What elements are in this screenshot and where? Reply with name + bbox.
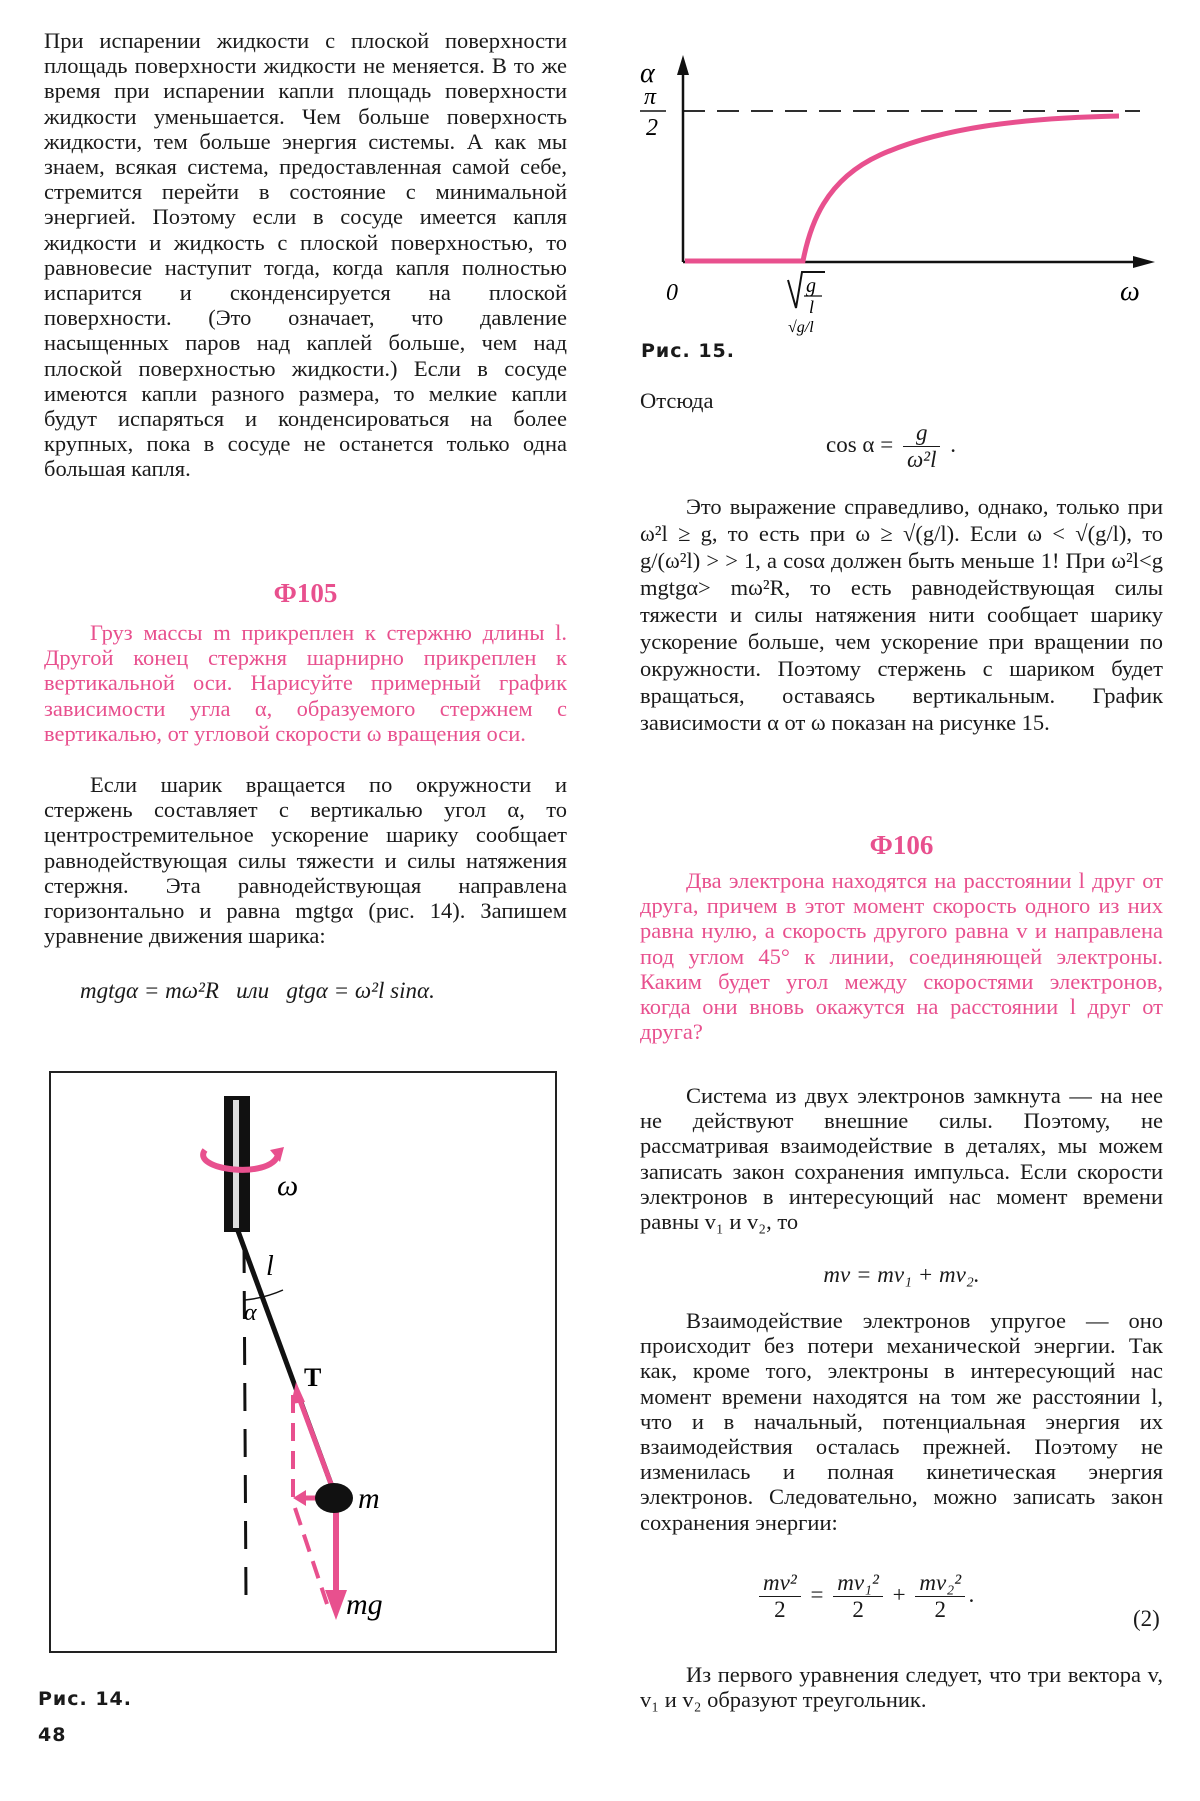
svg-text:g: g [806, 275, 816, 297]
cos-denominator: ω²l [906, 447, 937, 472]
figure-15-graph [600, 40, 1180, 340]
figure-14-caption: Рис. 14. [38, 1688, 132, 1710]
hence-label: Отсюда [640, 388, 714, 413]
label-tension: T [304, 1363, 322, 1392]
momentum-paragraph: Система из двух электронов замкнута — на нее не действуют внешние силы. Поэтому, не рассматривая взаимодействие в деталях, мы можем записать закон сохранения импульса. Если скорости электронов в интересующий нас момент времени равны v₁ и v₂, то [640, 1083, 1163, 1235]
motion-equation: mgtgα = mω²R или gtgα = ω²l sinα. [80, 978, 435, 1003]
final-paragraph: Из первого уравнения следует, что три вектора v, v₁ и v₂ образуют треугольник. [640, 1662, 1163, 1713]
condition-paragraph: Это выражение справедливо, однако, только при ω²l ≥ g, то есть при ω ≥ √(g/l). Если ω < √(g/l), то g/(ω²l) > > 1, а cosα должен быть меньше 1! При ω²l<g mgtgα> mω²R, то есть равнодействующая силы тяжести и силы натяжения нити сообщает шарику ускорение больше, чем ускорение при вращении по окружности. Поэтому стержень с шариком будет вращаться, оставаясь вертикальным. График зависимости α от ω показан на рисунке 15. [640, 494, 1163, 735]
label-gravity: mg [346, 1588, 383, 1621]
tension-arrow [298, 1395, 334, 1492]
problem-number-f105: Ф105 [273, 578, 338, 608]
solution-paragraph-f105: Если шарик вращается по окружности и стержень составляет с вертикалью угол α, то центростремительное ускорение шарику сообщает равнодействующая силы тяжести и силы натяжения стержня. Эта равнодействующая направлена горизонтально и равна mgtgα (рис. 14). Запишем уравнение движения шарика: [44, 772, 567, 949]
origin-label: 0 [666, 280, 678, 306]
y-mark-num: π [644, 84, 657, 110]
x-axis-label: ω [1120, 276, 1140, 307]
figure-15-caption: Рис. 15. [641, 340, 735, 362]
problem-number-f106: Ф106 [869, 830, 934, 860]
x-mark-label: √g/l [788, 319, 814, 336]
vertical-dashed-line [244, 1245, 246, 1600]
cos-formula: cos α = $\frac{g}{\text{ω²l}}$ . [826, 420, 956, 472]
ball [315, 1483, 353, 1513]
cos-fraction [903, 420, 941, 473]
energy-equation: $\frac{\text{mv²}}{2}$ = $\frac{\text{mv₁²}}{2}$ + $\frac{\text{mv₂²}}{2}$ . [755, 1570, 975, 1623]
equation-number: (2) [1133, 1606, 1160, 1631]
label-angle: α [244, 1300, 257, 1326]
problem-text-f105: Груз массы m прикреплен к стержню длины l. Другой конец стержня шарнирно прикреплен к вертикальной оси. Нарисуйте примерный график зависимости угла α, образуемого стержнем с вертикалью, от угловой скорости ω вращения оси. [44, 620, 567, 746]
label-length: l [266, 1251, 274, 1282]
term-2: $\frac{\text{mv₁²}}{2}$ [833, 1570, 883, 1623]
figure-14-pendulum [0, 0, 600, 1700]
y-mark-den: 2 [646, 115, 658, 141]
label-mass: m [358, 1482, 380, 1515]
problem-text-f106: Два электрона находятся на расстоянии l друг от друга, причем в этот момент скорость одного из них равна нулю, а скорость другого равна v и направлена под углом 45° к линии, соединяющей электроны. Каким будет угол между скоростями электронов, когда они вновь окажутся на расстоянии l друг от друга? [640, 868, 1163, 1045]
label-omega: ω [277, 1169, 299, 1202]
intro-paragraph: При испарении жидкости с плоской поверхности площадь поверхности жидкости не меняется. В то же время при испарении капли площадь поверхности жидкости уменьшается. Чем больше поверхность жидкости, тем больше энергия системы. А как мы знаем, всякая система, предоставленная самой себе, стремится перейти в состояние с минимальной энергией. Поэтому если в сосуде имеется капля жидкости и жидкость с плоской поверхностью, то равновесие наступит тогда, когда капля полностью испарится и сконденсируется на плоской поверхности. (Это означает, что давление насыщенных паров над каплей больше, чем над плоской поверхностью жидкости.) Если в сосуде имеются капли разного размера, то мелкие капли будут испаряться и конденсироваться на более крупных, пока в сосуде не останется только одна большая капля. [44, 28, 567, 482]
alpha-curve [685, 116, 1119, 261]
cos-lhs: cos α = [826, 431, 894, 457]
momentum-equation: mv = mv₁ + mv₂. [823, 1262, 980, 1287]
svg-text:l: l [809, 297, 815, 317]
energy-paragraph: Взаимодействие электронов упругое — оно происходит без потери механической энергии. Так как, кроме того, электроны в интересующий нас момент времени находятся на том же расстоянии l, что и в начальный, потенциальная энергия их взаимодействия осталась прежней. Поэтому не изменилась и полная кинетическая энергия электронов. Следовательно, можно записать закон сохранения энергии: [640, 1308, 1163, 1535]
cos-numerator: g [903, 420, 941, 447]
term-3: $\frac{\text{mv₂²}}{2}$ [915, 1570, 965, 1623]
page-number: 48 [38, 1724, 67, 1746]
y-axis-label: α [640, 58, 655, 89]
figure-frame [50, 1072, 556, 1652]
term-1: $\frac{\text{mv²}}{2}$ [759, 1570, 801, 1623]
